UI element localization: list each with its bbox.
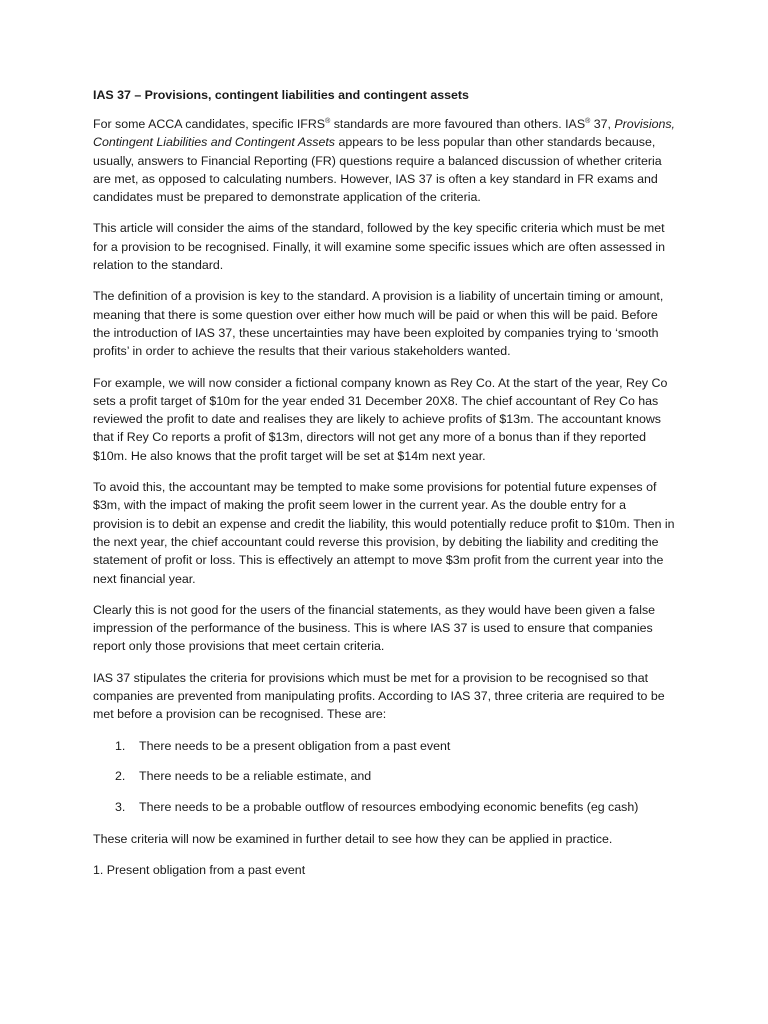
section-subheading: 1. Present obligation from a past event xyxy=(93,862,306,877)
list-item-text: There needs to be a present obligation from a past event xyxy=(139,738,451,753)
intro-text-c: 37, xyxy=(590,117,615,131)
standard-title: Provisions, Contingent Liabilities and Contingent Assets xyxy=(93,117,675,150)
users-paragraph: Clearly this is not good for the users of the financial statements, as they would have been given a false impression of the performance of the business. This is where IAS 37 is used to ensure that companies report only those provisions that meet certain criteria. xyxy=(93,602,656,654)
intro-paragraph xyxy=(93,115,678,206)
registered-mark: ® xyxy=(325,117,331,125)
criteria-followup-paragraph: These criteria will now be examined in further detail to see how they can be applied in practice. xyxy=(93,831,613,846)
list-item-number: 2. xyxy=(115,769,126,784)
article-title: IAS 37 – Provisions, contingent liabilities and contingent assets xyxy=(93,88,469,102)
list-item xyxy=(93,767,678,785)
example-paragraph: For example, we will now consider a fictional company known as Rey Co. At the start of the year, Rey Co sets a profit target of $10m for the year ended 31 December 20X8. The chief accountant of Rey Co has reviewed the profit to date and realises they are likely to achieve profits of $13m. The accountant knows that if Rey Co reports a profit of $13m, directors will not get any more of a bonus than if they reported $10m. He also knows that the profit target will be set at $14m next year. xyxy=(93,375,668,463)
intro-text-a: For some ACCA candidates, specific IFRS xyxy=(93,117,326,131)
criteria-list xyxy=(93,737,678,817)
registered-mark: ® xyxy=(585,117,591,125)
list-item-number: 1. xyxy=(115,738,126,753)
intro-text-b: standards are more favoured than others. IAS xyxy=(330,117,586,131)
list-item xyxy=(93,737,678,755)
list-item-text: There needs to be a probable outflow of resources embodying economic benefits (eg cash) xyxy=(139,800,639,815)
manipulation-paragraph: To avoid this, the accountant may be tempted to make some provisions for potential future expenses of $3m, with the impact of making the profit seem lower in the current year. As the double entry for a provision is to debit an expense and credit the liability, this would potentially reduce profit to $10m. Then in the next year, the chief accountant could reverse this provision, by debiting the liability and crediting the statement of profit or loss. This is effectively an attempt to move $3m profit from the current year into the next financial year. xyxy=(93,480,675,586)
document-body xyxy=(93,86,678,892)
criteria-intro-paragraph: IAS 37 stipulates the criteria for provisions which must be met for a provision to be recognised so that companies are prevented from manipulating profits. According to IAS 37, three criteria are required to be met before a provision can be recognised. These are: xyxy=(93,670,665,722)
list-item xyxy=(93,798,678,816)
aims-paragraph: This article will consider the aims of the standard, followed by the key specific criteria which must be met for a provision to be recognised. Finally, it will examine some specific issues which are often assessed in relation to the standard. xyxy=(93,221,666,273)
definition-paragraph: The definition of a provision is key to the standard. A provision is a liability of uncertain timing or amount, meaning that there is some question over either how much will be paid or when this will be paid. Before the introduction of IAS 37, these uncertainties may have been exploited by companies trying to ‘smooth profits’ in order to achieve the results that their various stakeholders wanted. xyxy=(93,289,664,359)
intro-text-d: appears to be less popular than other standards because, usually, answers to Financial Reporting (FR) questions require a balanced discussion of whether criteria are met, as opposed to calculating numbers. However, IAS 37 is often a key standard in FR exams and candidates must be prepared to demonstrate application of the criteria. xyxy=(93,135,662,205)
list-item-text: There needs to be a reliable estimate, and xyxy=(139,769,372,784)
list-item-number: 3. xyxy=(115,800,126,815)
